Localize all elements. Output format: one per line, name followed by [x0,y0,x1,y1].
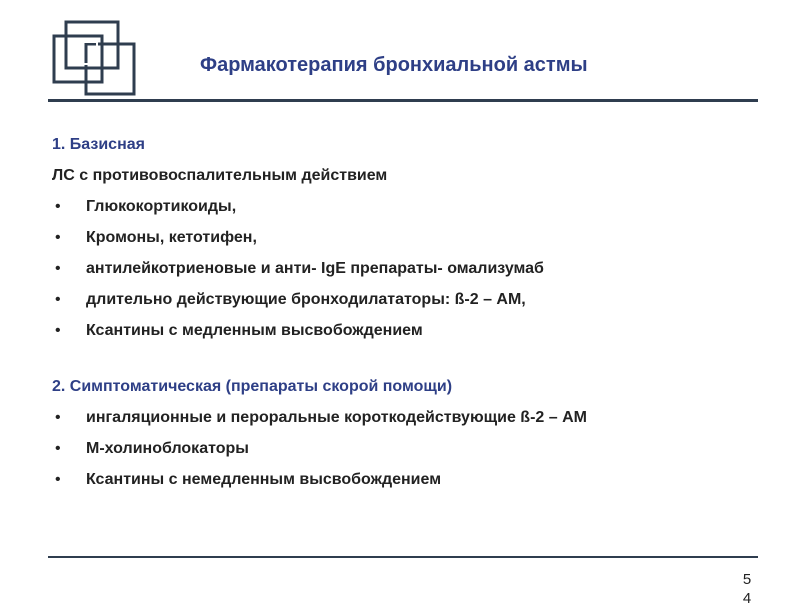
bullet-icon: • [55,440,61,457]
list-item [52,438,772,469]
list-item [52,407,772,438]
slide-title: Фармакотерапия бронхиальной астмы [200,54,588,76]
list-item-text: Глюкокортикоиды, [86,198,237,215]
list-item [52,289,772,320]
list-item [52,227,772,258]
list-item-text: Ксантины с немедленным высвобождением [86,471,442,488]
page-number: 54 [742,571,752,607]
section-2-heading: 2. Симптоматическая (препараты скорой помощи) [52,378,453,395]
list-item-text: длительно действующие бронходилататоры: ß-2 – АМ, [86,291,526,308]
overlapping-squares-logo [48,18,138,98]
list-item [52,320,772,351]
section-1-subheading: ЛС с противовоспалительным действием [52,167,388,184]
bullet-icon: • [55,322,61,339]
bullet-icon: • [55,291,61,308]
list-item [52,196,772,227]
list-item-text: антилейкотриеновые и анти- IgE препараты- омализумаб [86,260,544,277]
bottom-divider [48,556,758,558]
section-spacer [52,351,772,376]
bullet-icon: • [55,409,61,426]
slide-content [52,134,772,500]
bullet-icon: • [55,229,61,246]
list-item-text: Кромоны, кетотифен, [86,229,257,246]
list-item [52,469,772,500]
section-1-heading: 1. Базисная [52,136,145,153]
list-item-text: М-холиноблокаторы [86,440,249,457]
bullet-icon: • [55,260,61,277]
list-item [52,258,772,289]
bullet-icon: • [55,471,61,488]
list-item-text: ингаляционные и пероральные короткодействующие ß-2 – АМ [86,409,587,426]
list-item-text: Ксантины с медленным высвобождением [86,322,423,339]
bullet-icon: • [55,198,61,215]
top-divider [48,99,758,102]
